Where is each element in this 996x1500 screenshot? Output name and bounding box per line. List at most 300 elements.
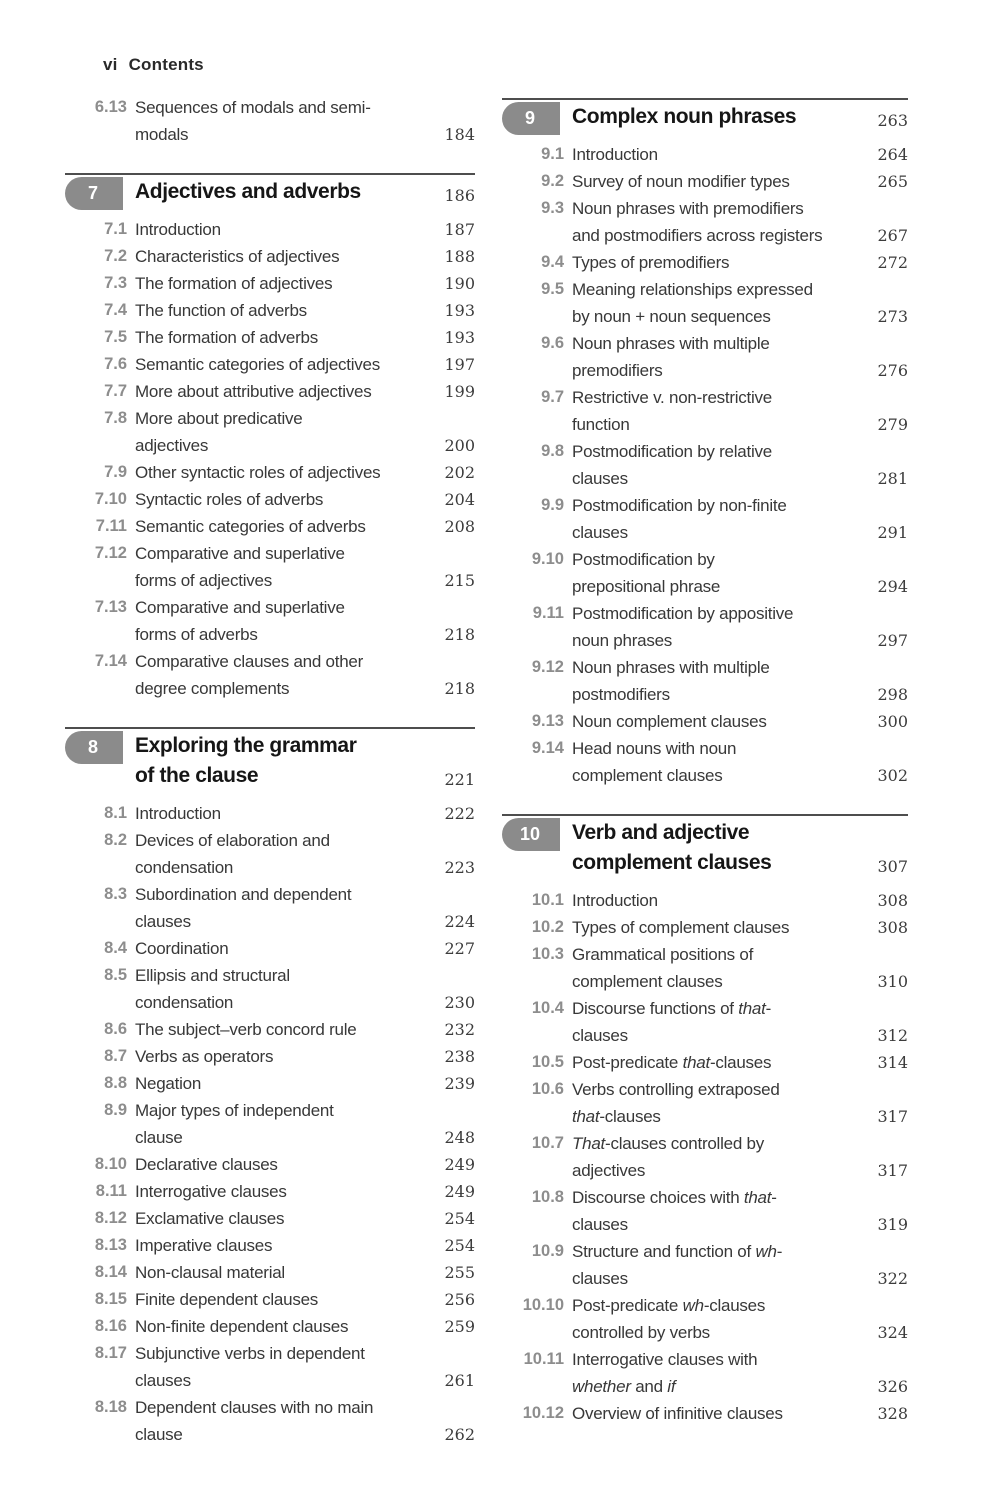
toc-line (502, 968, 908, 995)
section-title: Survey of noun modifier types (572, 172, 790, 191)
toc-entry (502, 195, 908, 249)
section-number: 8.8 (104, 1074, 127, 1092)
section-number: 8.4 (104, 939, 127, 957)
section-number: 9.4 (541, 253, 564, 271)
section-title: Other syntactic roles of adjectives (135, 463, 381, 482)
section-number: 7.8 (104, 409, 127, 427)
toc-line (65, 177, 475, 211)
section-number: 8.15 (94, 1290, 127, 1308)
toc-line (65, 908, 475, 935)
section-title: Noun phrases with multiple (572, 658, 770, 677)
section-title: The function of adverbs (135, 301, 307, 320)
section-number (502, 411, 564, 438)
section-title: Post-predicate wh-clauses (572, 1296, 766, 1315)
toc-line (502, 887, 908, 914)
section-number: 9.13 (531, 712, 564, 730)
section-title: Introduction (572, 891, 658, 910)
section-title: Devices of elaboration and (135, 831, 330, 850)
section-page-number: 255 (444, 1263, 475, 1282)
section-title: Subordination and dependent (135, 885, 352, 904)
section-title: clauses (572, 1215, 628, 1234)
section-number: 10.12 (522, 1404, 564, 1422)
section-title: Postmodification by (572, 550, 715, 569)
section-number: 8.16 (94, 1317, 127, 1335)
section-title: complement clauses (572, 972, 723, 991)
toc-line (65, 854, 475, 881)
toc-line (65, 731, 475, 761)
section-title: Types of premodifiers (572, 253, 730, 272)
section-page-number: 218 (444, 679, 475, 698)
section-title: premodifiers (572, 361, 663, 380)
toc-entry (502, 995, 908, 1049)
badge-spacer (502, 848, 564, 882)
section-title: Interrogative clauses with (572, 1350, 758, 1369)
section-number: 9.3 (541, 199, 564, 217)
section-title: The formation of adverbs (135, 328, 318, 347)
toc-entry (502, 168, 908, 195)
section-number: 10.10 (522, 1296, 564, 1314)
chapter-number-badge: 10 (502, 818, 560, 851)
toc-entry (65, 378, 475, 405)
toc-line (502, 438, 908, 465)
section-number (502, 357, 564, 384)
toc-line (502, 848, 908, 882)
toc-entry (502, 1076, 908, 1130)
section-title: More about predicative (135, 409, 303, 428)
section-number (65, 121, 127, 148)
section-title: More about attributive adjectives (135, 382, 372, 401)
section-page-number (427, 1097, 475, 1124)
toc-entry (502, 887, 908, 914)
section-title: clause (135, 1128, 183, 1147)
toc-line (65, 1286, 475, 1313)
section-number: 8.12 (94, 1209, 127, 1227)
toc-entry (65, 800, 475, 827)
section-page-number: 312 (877, 1026, 908, 1045)
toc-entry (502, 1346, 908, 1400)
toc-line (502, 1022, 908, 1049)
section-page-number: 239 (444, 1074, 475, 1093)
section-page-number: 187 (444, 220, 475, 239)
chapter-page-number (427, 731, 475, 761)
toc-line (502, 546, 908, 573)
section-title: adjectives (572, 1161, 646, 1180)
chapter-title: of the clause (135, 764, 259, 787)
section-page-number: 261 (444, 1371, 475, 1390)
toc-line (65, 378, 475, 405)
section-title: Ellipsis and structural (135, 966, 290, 985)
section-number (502, 303, 564, 330)
section-number (502, 1265, 564, 1292)
section-page-number: 264 (877, 145, 908, 164)
section-title: The formation of adjectives (135, 274, 333, 293)
toc-line (502, 818, 908, 848)
section-page-number (427, 540, 475, 567)
toc-line (65, 1124, 475, 1151)
section-page-number: 232 (444, 1020, 475, 1039)
section-number: 9.7 (541, 388, 564, 406)
section-number (65, 432, 127, 459)
toc-line (502, 1265, 908, 1292)
chapter-number-badge: 8 (65, 731, 123, 764)
section-page-number: 291 (877, 523, 908, 542)
section-page-number (860, 384, 908, 411)
section-number (502, 519, 564, 546)
section-number: 9.12 (531, 658, 564, 676)
page-title: Contents (128, 55, 204, 74)
section-page-number: 188 (444, 247, 475, 266)
section-number: 9.14 (531, 739, 564, 757)
section-number (502, 681, 564, 708)
section-number (65, 675, 127, 702)
toc-line (502, 708, 908, 735)
section-title: adjectives (135, 436, 209, 455)
toc-entry (65, 216, 475, 243)
section-page-number: 319 (877, 1215, 908, 1234)
toc-line (65, 297, 475, 324)
toc-line (502, 735, 908, 762)
toc-line (65, 1367, 475, 1394)
toc-line (502, 573, 908, 600)
section-number: 8.2 (104, 831, 127, 849)
section-number (502, 1211, 564, 1238)
section-page-number: 230 (444, 993, 475, 1012)
toc-entry (65, 270, 475, 297)
section-number: 8.11 (95, 1182, 127, 1200)
toc-line (502, 914, 908, 941)
toc-entry (502, 600, 908, 654)
toc-line (65, 675, 475, 702)
section-number: 7.3 (104, 274, 127, 292)
section-page-number (427, 648, 475, 675)
section-number: 8.9 (104, 1101, 127, 1119)
toc-entry (65, 1205, 475, 1232)
section-page-number: 314 (877, 1053, 908, 1072)
toc-entry (65, 881, 475, 935)
toc-entry (65, 962, 475, 1016)
section-page-number: 297 (877, 631, 908, 650)
section-page-number (427, 881, 475, 908)
toc-line (502, 1292, 908, 1319)
section-page-number: 256 (444, 1290, 475, 1309)
section-page-number: 227 (444, 939, 475, 958)
page-number-label: vi (103, 55, 118, 74)
section-number: 9.11 (532, 604, 564, 622)
section-title: Subjunctive verbs in dependent (135, 1344, 365, 1363)
toc-line (65, 800, 475, 827)
section-number: 7.5 (104, 328, 127, 346)
section-title: Verbs as operators (135, 1047, 274, 1066)
section-title: Major types of independent (135, 1101, 334, 1120)
section-page-number: 298 (877, 685, 908, 704)
toc-entry (502, 249, 908, 276)
toc-line (502, 357, 908, 384)
section-page-number: 190 (444, 274, 475, 293)
toc-line (65, 121, 475, 148)
section-title: and postmodifiers across registers (572, 226, 823, 245)
section-title: Discourse choices with that- (572, 1188, 777, 1207)
section-title: Postmodification by appositive (572, 604, 794, 623)
section-title: Syntactic roles of adverbs (135, 490, 324, 509)
chapter-page-number (860, 818, 908, 848)
toc-line (65, 1070, 475, 1097)
toc-line (502, 249, 908, 276)
section-title: Dependent clauses with no main (135, 1398, 374, 1417)
toc-line (65, 1016, 475, 1043)
section-title: Overview of infinitive clauses (572, 1404, 783, 1423)
section-number: 10.6 (531, 1080, 564, 1098)
section-number (502, 762, 564, 789)
section-number: 9.6 (541, 334, 564, 352)
chapter-heading (502, 814, 908, 882)
toc-entry (502, 438, 908, 492)
section-page-number: 308 (877, 918, 908, 937)
toc-entry (65, 1340, 475, 1394)
section-number: 9.9 (541, 496, 564, 514)
section-title: The subject–verb concord rule (135, 1020, 357, 1039)
section-title: clauses (572, 1269, 628, 1288)
section-title: Noun phrases with premodifiers (572, 199, 804, 218)
toc-entry (502, 914, 908, 941)
toc-line (502, 222, 908, 249)
section-number: 10.5 (531, 1053, 564, 1071)
toc-line (65, 989, 475, 1016)
toc-entry (502, 1292, 908, 1346)
toc-line (65, 648, 475, 675)
toc-line (502, 195, 908, 222)
section-title: Comparative clauses and other (135, 652, 364, 671)
section-title: Imperative clauses (135, 1236, 273, 1255)
section-title: Discourse functions of that- (572, 999, 771, 1018)
toc-entry (502, 276, 908, 330)
toc-entry (65, 1070, 475, 1097)
toc-line (65, 1232, 475, 1259)
section-number (502, 968, 564, 995)
section-number: 8.18 (94, 1398, 127, 1416)
chapter-number-badge: 7 (65, 177, 123, 210)
chapter-title: Exploring the grammar (135, 734, 357, 757)
toc-line (65, 1178, 475, 1205)
toc-line (65, 1097, 475, 1124)
section-number: 6.13 (94, 98, 127, 116)
section-page-number: 281 (877, 469, 908, 488)
section-page-number (860, 330, 908, 357)
section-title: clauses (135, 912, 191, 931)
chapter-number-badge: 9 (502, 102, 560, 135)
section-title: Exclamative clauses (135, 1209, 285, 1228)
section-number: 8.7 (104, 1047, 127, 1065)
section-number (502, 1373, 564, 1400)
section-page-number: 249 (444, 1182, 475, 1201)
chapter-heading (65, 173, 475, 211)
toc-entry (502, 546, 908, 600)
toc-entry (65, 324, 475, 351)
page-header (103, 55, 204, 75)
toc-line (502, 1238, 908, 1265)
section-title: Semantic categories of adverbs (135, 517, 366, 536)
toc-line (502, 330, 908, 357)
section-page-number (860, 995, 908, 1022)
section-page-number (427, 405, 475, 432)
section-number: 8.1 (104, 804, 127, 822)
toc-entry (502, 141, 908, 168)
section-number: 8.3 (104, 885, 127, 903)
chapter-heading (65, 727, 475, 795)
toc-entry (65, 1313, 475, 1340)
toc-line (65, 351, 475, 378)
section-number: 7.6 (104, 355, 127, 373)
section-page-number (860, 1238, 908, 1265)
section-number: 9.10 (531, 550, 564, 568)
section-page-number (860, 276, 908, 303)
toc-line (65, 594, 475, 621)
toc-line (502, 941, 908, 968)
toc-line (502, 1184, 908, 1211)
toc-line (502, 995, 908, 1022)
section-number (502, 222, 564, 249)
toc-line (502, 1211, 908, 1238)
section-page-number: 308 (877, 891, 908, 910)
toc-line (502, 1157, 908, 1184)
toc-line (65, 432, 475, 459)
toc-line (502, 1400, 908, 1427)
section-number: 10.1 (531, 891, 564, 909)
section-page-number: 317 (877, 1107, 908, 1126)
toc-entry (65, 1043, 475, 1070)
section-title: clauses (572, 523, 628, 542)
toc-line (65, 405, 475, 432)
section-page-number: 199 (444, 382, 475, 401)
section-number: 7.10 (94, 490, 127, 508)
toc-column-right (502, 98, 908, 1427)
section-page-number (860, 1346, 908, 1373)
badge-spacer (65, 761, 127, 795)
section-number (502, 1157, 564, 1184)
toc-entry (65, 1286, 475, 1313)
section-page-number: 222 (444, 804, 475, 823)
section-number: 7.7 (104, 382, 127, 400)
toc-entry (65, 486, 475, 513)
section-number (502, 1103, 564, 1130)
section-number (65, 1367, 127, 1394)
section-number: 7.11 (95, 517, 127, 535)
toc-line (65, 513, 475, 540)
toc-line (502, 1373, 908, 1400)
section-number (65, 621, 127, 648)
toc-line (502, 492, 908, 519)
section-page-number: 302 (877, 766, 908, 785)
toc-entry (65, 297, 475, 324)
section-title: clauses (572, 469, 628, 488)
section-page-number: 259 (444, 1317, 475, 1336)
section-page-number: 248 (444, 1128, 475, 1147)
toc-line (502, 384, 908, 411)
toc-line (65, 567, 475, 594)
toc-entry (65, 1151, 475, 1178)
section-number: 7.13 (94, 598, 127, 616)
chapter-title: Adjectives and adverbs (135, 180, 361, 203)
toc-line (502, 1346, 908, 1373)
section-title: forms of adverbs (135, 625, 258, 644)
toc-line (502, 600, 908, 627)
toc-entry (65, 1259, 475, 1286)
section-number: 7.4 (104, 301, 127, 319)
toc-line (502, 519, 908, 546)
section-page-number (427, 594, 475, 621)
section-page-number: 300 (877, 712, 908, 731)
section-title: Sequences of modals and semi- (135, 98, 371, 117)
section-page-number: 273 (877, 307, 908, 326)
section-title: Non-clausal material (135, 1263, 285, 1282)
section-page-number: 193 (444, 301, 475, 320)
section-number (65, 908, 127, 935)
toc-entry (65, 405, 475, 459)
chapter-page-number: 307 (877, 857, 908, 876)
toc-entry (65, 1016, 475, 1043)
chapter-title: complement clauses (572, 851, 772, 874)
chapter-page-number: 186 (444, 186, 475, 205)
section-title: Structure and function of wh- (572, 1242, 783, 1261)
toc-line (65, 1259, 475, 1286)
section-number: 7.14 (94, 652, 127, 670)
section-number: 10.9 (531, 1242, 564, 1260)
toc-line (65, 962, 475, 989)
section-title: Non-finite dependent clauses (135, 1317, 349, 1336)
section-title: Negation (135, 1074, 202, 1093)
section-page-number (860, 1292, 908, 1319)
section-title: Postmodification by relative (572, 442, 772, 461)
toc-line (65, 1151, 475, 1178)
section-page-number (860, 546, 908, 573)
section-title: complement clauses (572, 766, 723, 785)
section-page-number (860, 1130, 908, 1157)
toc-entry (65, 648, 475, 702)
section-title: Post-predicate that-clauses (572, 1053, 772, 1072)
toc-entry (502, 492, 908, 546)
section-number: 9.2 (541, 172, 564, 190)
toc-line (502, 141, 908, 168)
section-title: Declarative clauses (135, 1155, 278, 1174)
section-page-number (427, 962, 475, 989)
section-number (502, 1319, 564, 1346)
section-page-number (860, 654, 908, 681)
section-number: 9.1 (541, 145, 564, 163)
section-page-number: 224 (444, 912, 475, 931)
toc-line (502, 465, 908, 492)
toc-line (65, 621, 475, 648)
section-title: Comparative and superlative (135, 598, 345, 617)
section-title: Grammatical positions of (572, 945, 754, 964)
toc-entry (502, 384, 908, 438)
toc-line (502, 1049, 908, 1076)
chapter-page-number: 263 (877, 111, 908, 130)
section-page-number (860, 1184, 908, 1211)
toc-line (65, 1205, 475, 1232)
section-page-number: 218 (444, 625, 475, 644)
section-page-number: 200 (444, 436, 475, 455)
section-page-number (427, 1394, 475, 1421)
section-title: function (572, 415, 630, 434)
section-page-number: 310 (877, 972, 908, 991)
toc-line (65, 1043, 475, 1070)
toc-entry (502, 1238, 908, 1292)
toc-line (502, 168, 908, 195)
toc-line (65, 486, 475, 513)
section-title: Coordination (135, 939, 229, 958)
section-title: postmodifiers (572, 685, 670, 704)
section-page-number (860, 600, 908, 627)
section-number: 7.1 (104, 220, 127, 238)
